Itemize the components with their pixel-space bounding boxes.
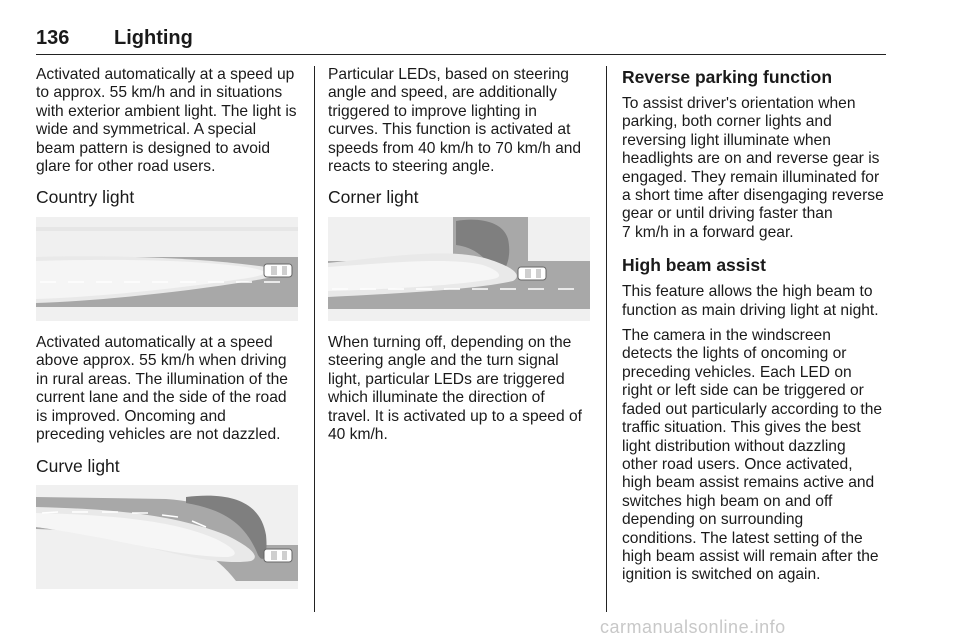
reverse-parking-heading: Reverse parking function bbox=[622, 67, 833, 87]
column-2 bbox=[328, 66, 600, 176]
high-beam-assist-text-2: The camera in the windscreen detects the lights of oncoming or preceding vehicles. Each LED on right or left side can be triggered or faded out particularly according to the traffic situation. This gives the best light distribution without dazzling other road users. Once activated, high beam assist remains active and switches high beam on and off depending on surrounding conditions. The latest setting of the high beam assist will remain after the ignition is switched on again. bbox=[622, 327, 883, 584]
section-title: Lighting bbox=[114, 27, 193, 49]
country-light-illustration bbox=[36, 217, 298, 321]
curve-light-heading: Curve light bbox=[36, 456, 120, 476]
corner-light-heading: Corner light bbox=[328, 187, 419, 207]
reverse-parking-text: To assist driver's orientation when parking, both corner lights and reversing light illuminate when headlights are on and reverse gear is engaged. They remain illuminated for a short time after disengaging reverse gear or until driving faster than 7 km/h in a forward gear. bbox=[622, 95, 884, 241]
intro-paragraph: Activated automatically at a speed up to approx. 55 km/h and in situations with exterior ambient light. The light is wide and symmetrical. A special beam pattern is designed to avoid glare for other road users. bbox=[36, 66, 297, 176]
header-rule bbox=[36, 54, 886, 55]
column-divider-2 bbox=[606, 66, 607, 612]
page-number: 136 bbox=[36, 27, 70, 49]
column-1 bbox=[36, 66, 306, 176]
column-3 bbox=[622, 66, 890, 585]
page-header bbox=[36, 27, 886, 53]
high-beam-assist-text-1: This feature allows the high beam to function as main driving light at night. bbox=[622, 283, 879, 319]
country-light-heading: Country light bbox=[36, 187, 135, 207]
column-2-intro: Particular LEDs, based on steering angle and speed, are additionally triggered to improve lighting in curves. This function is activated at speeds from 40 km/h to 70 km/h and reacts to steering angle. bbox=[328, 66, 582, 176]
country-light-heading-block bbox=[36, 186, 306, 208]
curve-light-illustration bbox=[36, 485, 298, 589]
high-beam-assist-heading: High beam assist bbox=[622, 255, 766, 276]
column-divider-1 bbox=[314, 66, 315, 612]
watermark: carmanualsonline.info bbox=[600, 617, 786, 637]
curve-light-heading-block bbox=[36, 455, 306, 477]
corner-light-heading-block bbox=[328, 186, 600, 208]
corner-light-illustration bbox=[328, 217, 590, 321]
corner-light-text: When turning off, depending on the steering angle and the turn signal light, particular LEDs are triggered which illuminate the direction of travel. It is activated up to a speed of 40 km/h. bbox=[328, 334, 582, 444]
country-light-text: Activated automatically at a speed above approx. 55 km/h when driving in rural areas. The illumination of the current lane and the side of the road is improved. Oncoming and preceding vehicles are not dazzled. bbox=[36, 334, 288, 444]
